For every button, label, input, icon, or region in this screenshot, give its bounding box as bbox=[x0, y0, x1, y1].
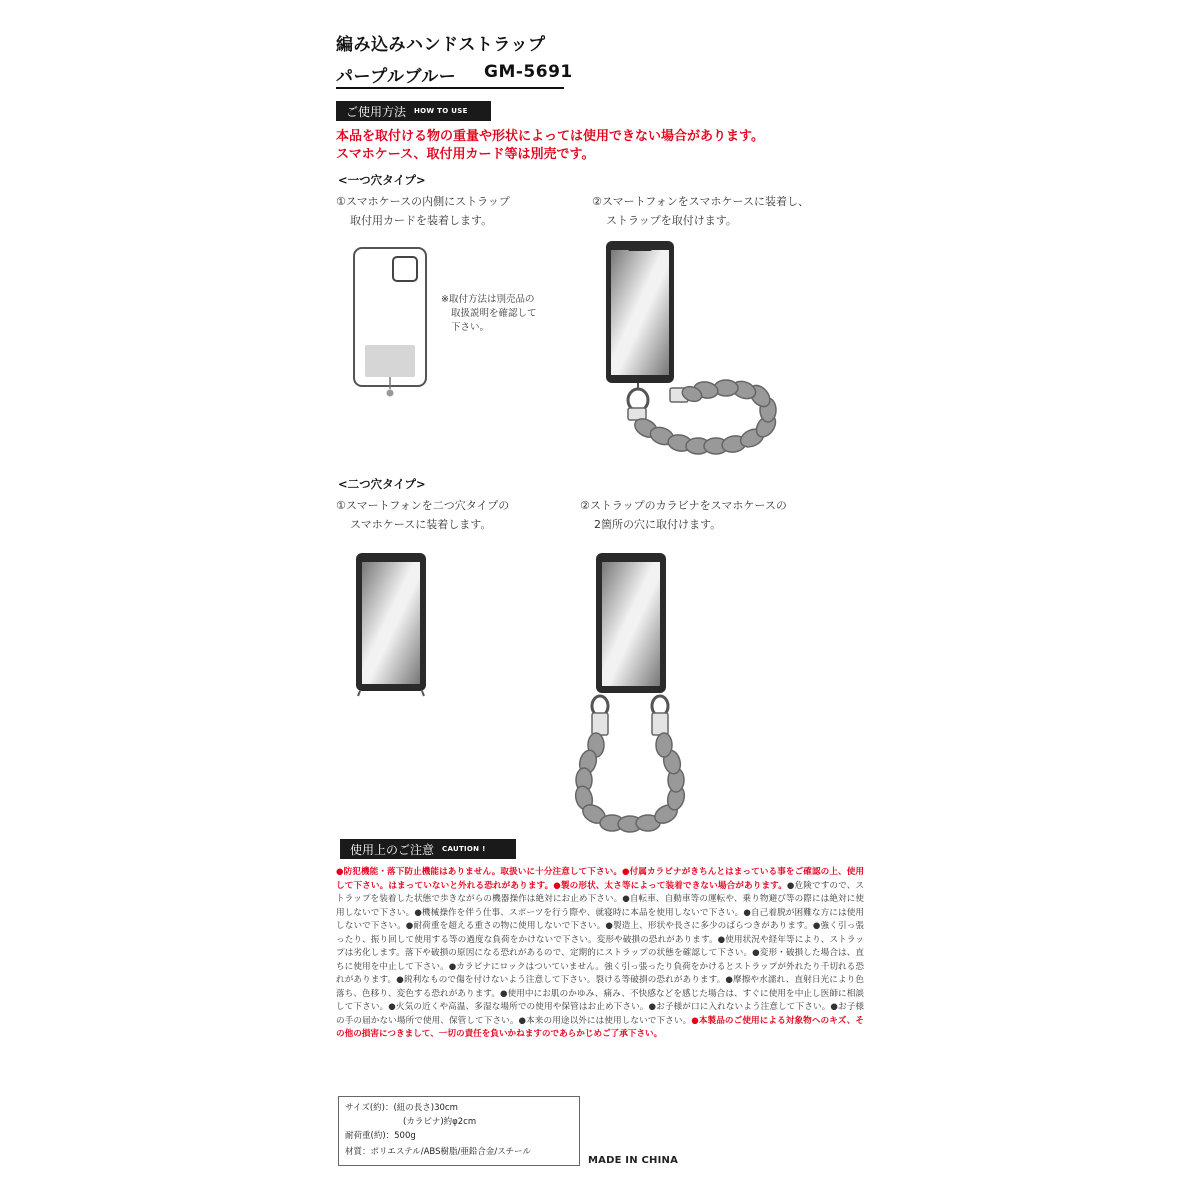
product-title: 編み込みハンドストラップ bbox=[336, 35, 546, 55]
phone-with-double-strap-illustration bbox=[570, 548, 690, 838]
caution-body-text: ●危険ですので、ストラップを装着した状態で歩きながらの機器操作は絶対にお止め下さい。●自転車、自動車等の運転や、乗り物避び等の際には絶対に使用しないで下さい。●機械操作を伴う仕事、スポーツを行う際や、就寝時に本品を使用しないで下さい。●自己着脱が困難な方には使用しないで下さい。●耐荷重を超える重さの物に使用しないで下さい。●製造上、形状や長さに多少のばらつきがあります。●強く引っ張ったり、振り回して使用する等の過度な負荷をかけないで下さい。変形や破損の恐れがあります。●使用状況や経年等により、ストラップは劣化します。落下や破損の原因になる恐れがあるので、定期的にストラップの状態を確認して下さい。●変形・破損した場合は、直ちに使用を中止して下さい。●カラビナにロックはついていません。強く引っ張ったり負荷をかけるとストラップが外れたり千切れる恐れがあります。●鋭利なもので傷を付けないよう注意して下さい。裂ける等破損の恐れがあります。●摩擦や水濡れ、直射日光により色落ち、色移り、変色する恐れがあります。●使用中にお肌のかゆみ、痛み、不快感などを感じた場合は、すぐに使用を中止し医師に相談して下さい。●火気の近くや高温、多湿な場所での使用や保管はお止め下さい。●お子様が口に入れないよう注意して下さい。●お子様の手の届かない場所で使用、保管して下さい。●本来の用途以外には使用しないで下さい。 bbox=[336, 880, 865, 1026]
spec-box bbox=[338, 1096, 580, 1166]
phone-case-with-card-illustration bbox=[350, 243, 432, 403]
origin-label: MADE IN CHINA bbox=[588, 1155, 679, 1166]
caution-bar bbox=[340, 839, 516, 859]
double-hole-heading: <二つ穴タイプ> bbox=[338, 477, 426, 491]
how-to-use-sub-label: HOW TO USE bbox=[414, 107, 468, 115]
spec-load: 耐荷重(約)：500g bbox=[345, 1131, 416, 1141]
usage-warning-1: 本品を取付ける物の重量や形状によっては使用できない場合があります。 bbox=[336, 129, 764, 144]
caution-red-text: ●防犯機能・落下防止機能はありません。取扱いに十分注意して下さい。●付属カラビナがきちんとはまっている事をご確認の上、使用して下さい。はまっていないと外れる恐れがあります。●製の形状、太さ等によって装着できない場合があります。 bbox=[336, 867, 864, 891]
spec-size: サイズ(約)：(紐の長さ)30cm bbox=[345, 1103, 458, 1113]
spec-carabiner: (カラビナ)約φ2cm bbox=[403, 1117, 477, 1127]
how-to-use-bar bbox=[336, 101, 491, 121]
single-hole-heading: <一つ穴タイプ> bbox=[338, 173, 426, 187]
how-to-use-label: ご使用方法 bbox=[346, 104, 407, 119]
title-underline bbox=[336, 87, 564, 89]
single-hole-step1: ①スマホケースの内側にストラップ 取付用カードを装着します。 bbox=[336, 195, 510, 227]
card-install-note: ※取付方法は別売品の 取扱説明を確認して 下さい。 bbox=[441, 294, 537, 333]
phone-in-two-hole-case-illustration bbox=[352, 550, 434, 698]
phone-with-strap-illustration bbox=[600, 238, 790, 478]
double-hole-step1: ①スマートフォンを二つ穴タイプの スマホケースに装着します。 bbox=[336, 499, 510, 531]
caution-label: 使用上のご注意 bbox=[350, 842, 435, 857]
product-color: パープルブルー bbox=[336, 67, 457, 87]
caution-text bbox=[336, 866, 864, 1042]
spec-material: 材質：ポリエステル/ABS樹脂/亜鉛合金/スチール bbox=[345, 1147, 531, 1157]
usage-warning-2: スマホケース、取付用カード等は別売です。 bbox=[336, 147, 595, 162]
double-hole-step2: ②ストラップのカラビナをスマホケースの 2箇所の穴に取付けます。 bbox=[580, 499, 787, 531]
caution-sub-label: CAUTION ! bbox=[442, 845, 486, 853]
single-hole-step2: ②スマートフォンをスマホケースに装着し、 ストラップを取付けます。 bbox=[592, 195, 809, 227]
caution-red-tail: ●本製品のご使用による対象物へのキズ、その他の損害につきまして、一切の責任を負いかねますのであらかじめご了承下さい。 bbox=[336, 1015, 864, 1039]
product-code: GM-5691 bbox=[484, 62, 573, 82]
